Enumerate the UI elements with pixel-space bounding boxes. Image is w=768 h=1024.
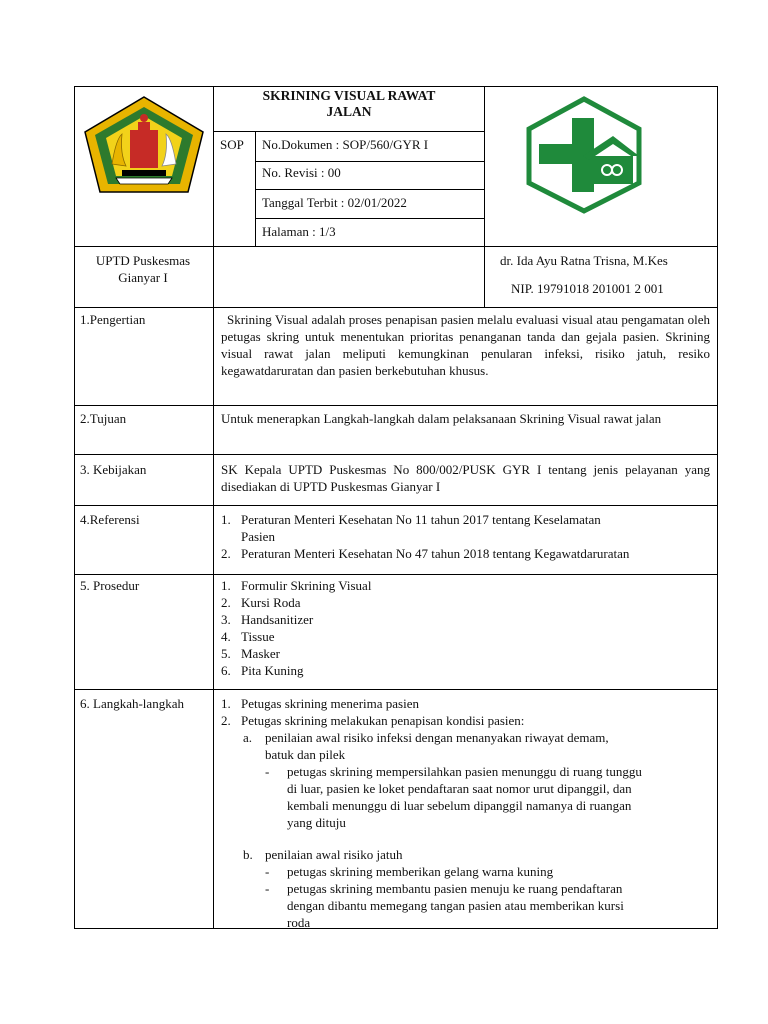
document-title bbox=[214, 88, 484, 120]
sop-label: SOP bbox=[220, 137, 244, 152]
substep-text: penilaian awal risiko jatuh bbox=[265, 847, 403, 862]
bullet-text: roda bbox=[287, 915, 311, 930]
bullet-text: petugas skrining mempersilahkan pasien menunggu di ruang tunggu bbox=[287, 764, 642, 779]
prosedur-num: 2. bbox=[221, 595, 231, 610]
bullet-text: dengan dibantu memegang tangan pasien atau memberikan kursi bbox=[287, 898, 624, 913]
substep-letter: b. bbox=[243, 847, 253, 862]
title-line-2: JALAN bbox=[326, 104, 372, 119]
referensi-item-2-line1: Peraturan Menteri Kesehatan No 47 tahun 2018 tentang Kegawatdaruratan bbox=[241, 546, 630, 561]
prosedur-item: Masker bbox=[241, 646, 280, 661]
langkah-label: 6. Langkah-langkah bbox=[80, 696, 184, 711]
unit-name bbox=[78, 252, 208, 286]
signer-name: dr. Ida Ayu Ratna Trisna, M.Kes bbox=[500, 253, 668, 268]
prosedur-item: Pita Kuning bbox=[241, 663, 304, 678]
prosedur-item: Tissue bbox=[241, 629, 275, 644]
bullet-dash: - bbox=[265, 764, 270, 779]
prosedur-item: Formulir Skrining Visual bbox=[241, 578, 372, 593]
bullet-text: di luar, pasien ke loket pendaftaran saat nomor urut dipanggil, dan bbox=[287, 781, 632, 796]
prosedur-label: 5. Prosedur bbox=[80, 578, 140, 593]
prosedur-num: 4. bbox=[221, 629, 231, 644]
kebijakan-text: SK Kepala UPTD Puskesmas No 800/002/PUSK GYR I tentang jenis pelayanan yang disediakan di UPTD Puskesmas Gianyar I bbox=[221, 462, 710, 494]
referensi-item-1-line2: Pasien bbox=[241, 529, 275, 544]
puskesmas-logo bbox=[523, 96, 645, 214]
no-dokumen: No.Dokumen : SOP/560/GYR I bbox=[262, 137, 429, 152]
prosedur-num: 3. bbox=[221, 612, 231, 627]
bullet-text: petugas skrining memberikan gelang warna kuning bbox=[287, 864, 554, 879]
step-text: Petugas skrining melakukan penapisan kondisi pasien: bbox=[241, 713, 525, 728]
prosedur-item: Handsanitizer bbox=[241, 612, 314, 627]
bullet-text: yang dituju bbox=[287, 815, 346, 830]
referensi-item-1-line1: Peraturan Menteri Kesehatan No 11 tahun 2017 tentang Keselamatan bbox=[241, 512, 601, 527]
step-text: Petugas skrining menerima pasien bbox=[241, 696, 419, 711]
step-num: 1. bbox=[221, 696, 231, 711]
prosedur-num: 5. bbox=[221, 646, 231, 661]
bullet-dash: - bbox=[265, 881, 270, 896]
substep-letter: a. bbox=[243, 730, 253, 745]
referensi-num-2: 2. bbox=[221, 546, 231, 561]
tanggal-terbit: Tanggal Terbit : 02/01/2022 bbox=[262, 195, 407, 210]
unit-line-1: UPTD Puskesmas bbox=[95, 253, 191, 268]
prosedur-num: 1. bbox=[221, 578, 231, 593]
unit-line-2: Gianyar I bbox=[118, 270, 168, 285]
substep-text: batuk dan pilek bbox=[265, 747, 346, 762]
bullet-text: petugas skrining membantu pasien menuju ke ruang pendaftaran bbox=[287, 881, 623, 896]
signer-nip: NIP. 19791018 201001 2 001 bbox=[511, 281, 664, 296]
step-num: 2. bbox=[221, 713, 231, 728]
tujuan-label: 2.Tujuan bbox=[80, 411, 127, 426]
referensi-label: 4.Referensi bbox=[80, 512, 140, 527]
pengertian-text: Skrining Visual adalah proses penapisan pasien melalu evaluasi visual atau pengamatan oleh petugas skring untuk menentukan prioritas penanganan tanda dan gejala pasien. Skrining visual rawat jalan meliputi kemungkinan penularan infeksi, risiko jatuh, resiko kegawatdaruratan dan pasien berkebutuhan khusus. bbox=[221, 312, 710, 378]
halaman: Halaman : 1/3 bbox=[262, 224, 336, 239]
referensi-num-1: 1. bbox=[221, 512, 231, 527]
prosedur-item: Kursi Roda bbox=[241, 595, 301, 610]
regency-seal-logo bbox=[82, 94, 206, 198]
bullet-text: kembali menunggu di luar sebelum dipanggil namanya di ruangan bbox=[287, 798, 632, 813]
title-line-1: SKRINING VISUAL RAWAT bbox=[262, 88, 436, 103]
bullet-dash: - bbox=[265, 864, 270, 879]
substep-text: penilaian awal risiko infeksi dengan menanyakan riwayat demam, bbox=[265, 730, 609, 745]
kebijakan-label: 3. Kebijakan bbox=[80, 462, 147, 477]
pengertian-label: 1.Pengertian bbox=[80, 312, 146, 327]
tujuan-text: Untuk menerapkan Langkah-langkah dalam pelaksanaan Skrining Visual rawat jalan bbox=[221, 411, 662, 426]
no-revisi: No. Revisi : 00 bbox=[262, 165, 341, 180]
prosedur-num: 6. bbox=[221, 663, 231, 678]
